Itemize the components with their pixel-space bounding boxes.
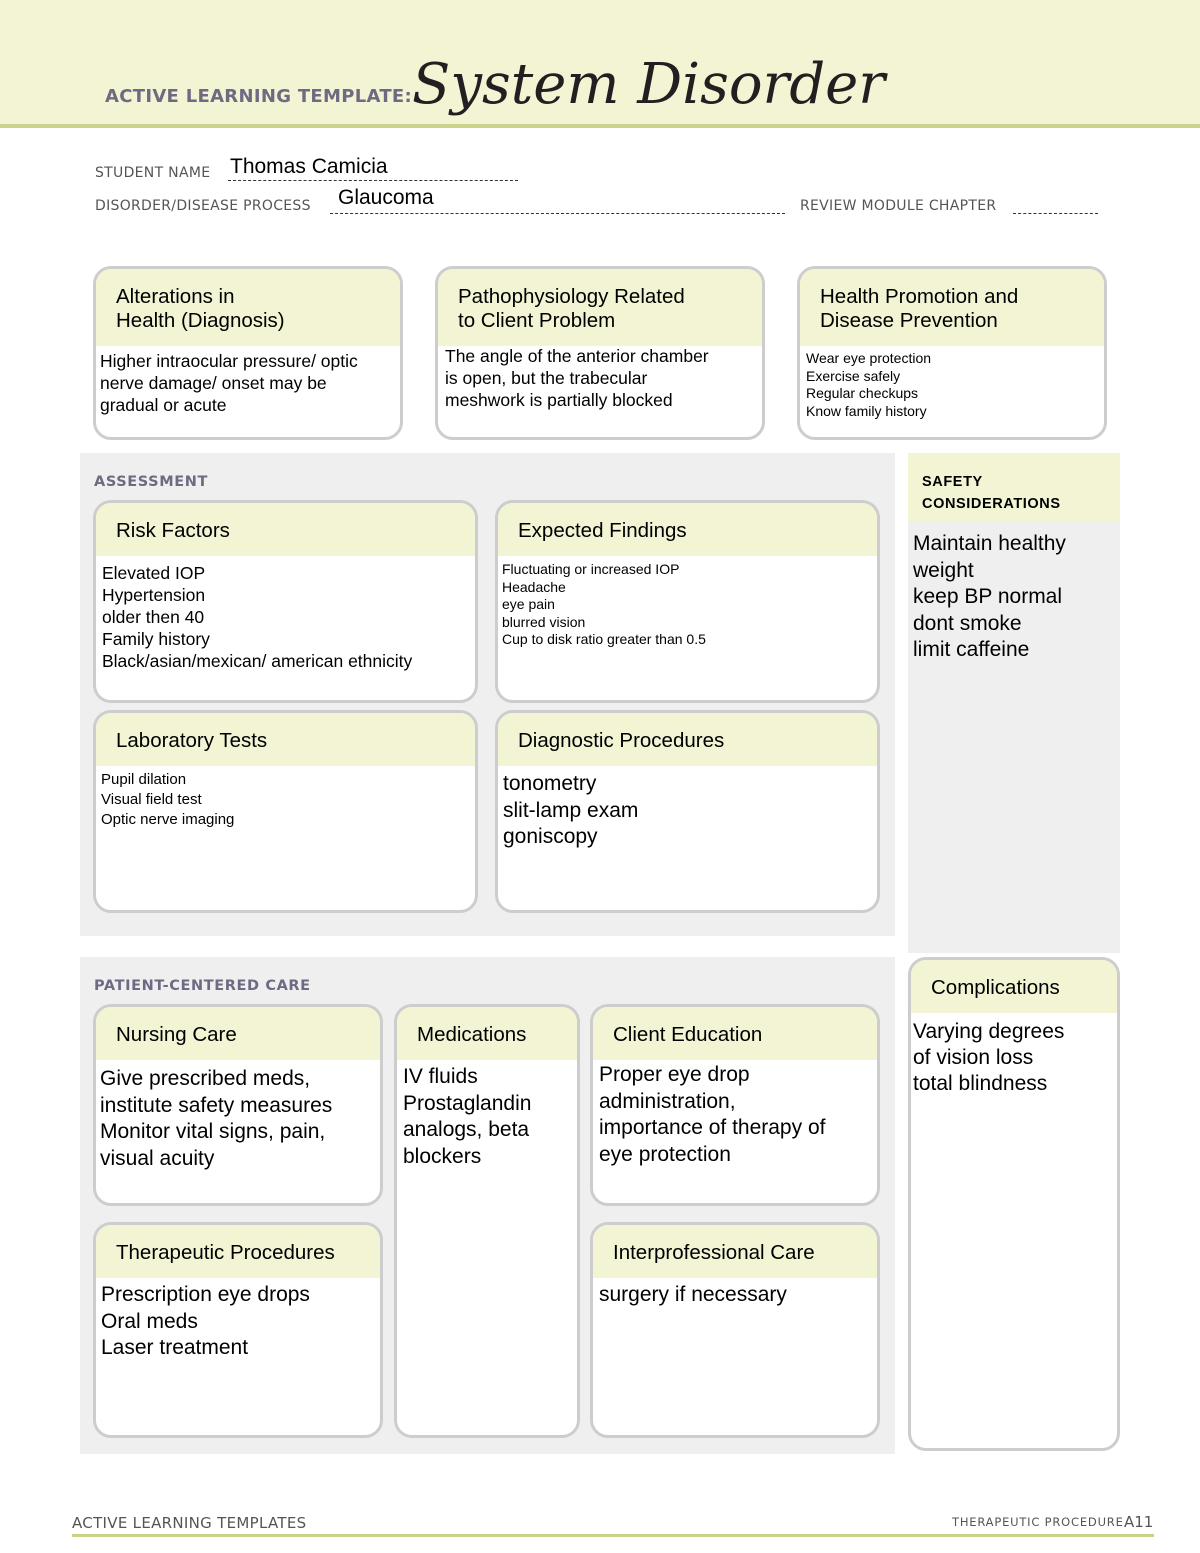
interprofessional-care-body[interactable]: surgery if necessary bbox=[599, 1283, 787, 1306]
laboratory-tests-body[interactable]: Pupil dilation Visual field test Optic nerve imaging bbox=[101, 771, 235, 828]
risk-factors-title: Risk Factors bbox=[96, 503, 475, 556]
risk-factors-body[interactable]: Elevated IOP Hypertension older then 40 Family history Black/asian/mexican/ american ethnicity bbox=[102, 563, 413, 671]
diagnostic-procedures-title: Diagnostic Procedures bbox=[498, 713, 877, 766]
disorder-field[interactable]: Glaucoma bbox=[338, 186, 434, 209]
nursing-care-box bbox=[93, 1004, 383, 1206]
client-education-box bbox=[590, 1004, 880, 1206]
safety-body[interactable]: Maintain healthy weight keep BP normal dont smoke limit caffeine bbox=[913, 532, 1066, 661]
review-module-underline bbox=[1013, 213, 1098, 214]
medications-title: Medications bbox=[397, 1007, 577, 1060]
safety-label: SAFETY CONSIDERATIONS bbox=[922, 474, 1061, 512]
interprofessional-care-box bbox=[590, 1222, 880, 1438]
medications-body[interactable]: IV fluids Prostaglandin analogs, beta blockers bbox=[403, 1065, 532, 1168]
complications-box bbox=[908, 957, 1120, 1451]
complications-body[interactable]: Varying degrees of vision loss total blindness bbox=[913, 1020, 1065, 1095]
alterations-box bbox=[93, 266, 403, 440]
footer-rule bbox=[72, 1534, 1154, 1537]
student-name-field[interactable]: Thomas Camicia bbox=[230, 155, 388, 178]
student-name-underline bbox=[228, 180, 518, 181]
patient-care-label: PATIENT-CENTERED CARE bbox=[94, 978, 311, 994]
alterations-title: Alterations in Health (Diagnosis) bbox=[96, 269, 400, 346]
template-title: System Disorder bbox=[412, 52, 886, 117]
pathophysiology-box bbox=[435, 266, 765, 440]
client-education-title: Client Education bbox=[593, 1007, 877, 1060]
footer-left-label: ACTIVE LEARNING TEMPLATES bbox=[72, 1514, 307, 1532]
risk-factors-box bbox=[93, 500, 478, 703]
footer-page-number: A11 bbox=[1124, 1513, 1154, 1531]
expected-findings-box bbox=[495, 500, 880, 703]
disorder-label: DISORDER/DISEASE PROCESS bbox=[95, 198, 311, 214]
disorder-underline bbox=[330, 213, 785, 214]
alterations-body[interactable]: Higher intraocular pressure/ optic nerve damage/ onset may be gradual or acute bbox=[100, 351, 358, 415]
student-name-label: STUDENT NAME bbox=[95, 165, 211, 181]
diagnostic-procedures-box bbox=[495, 710, 880, 913]
review-module-label: REVIEW MODULE CHAPTER bbox=[800, 198, 997, 214]
interprofessional-care-title: Interprofessional Care bbox=[593, 1225, 877, 1278]
complications-title: Complications bbox=[911, 960, 1117, 1013]
footer-right-label: THERAPEUTIC PROCEDURE bbox=[952, 1515, 1124, 1529]
health-promotion-box bbox=[797, 266, 1107, 440]
medications-box bbox=[394, 1004, 580, 1438]
diagnostic-procedures-body[interactable]: tonometry slit-lamp exam goniscopy bbox=[503, 772, 639, 848]
header-rule bbox=[0, 124, 1200, 128]
expected-findings-title: Expected Findings bbox=[498, 503, 877, 556]
nursing-care-body[interactable]: Give prescribed meds, institute safety measures Monitor vital signs, pain, visual acuity bbox=[100, 1067, 333, 1170]
laboratory-tests-title: Laboratory Tests bbox=[96, 713, 475, 766]
safety-panel bbox=[908, 453, 1120, 953]
pathophysiology-title: Pathophysiology Related to Client Problem bbox=[438, 269, 762, 346]
template-label: ACTIVE LEARNING TEMPLATE: bbox=[105, 86, 412, 107]
pathophysiology-body[interactable]: The angle of the anterior chamber is open, but the trabecular meshwork is partially blocked bbox=[445, 346, 709, 410]
laboratory-tests-box bbox=[93, 710, 478, 913]
therapeutic-procedures-box bbox=[93, 1222, 383, 1438]
client-education-body[interactable]: Proper eye drop administration, importance of therapy of eye protection bbox=[599, 1063, 826, 1166]
therapeutic-procedures-body[interactable]: Prescription eye drops Oral meds Laser treatment bbox=[101, 1283, 310, 1359]
expected-findings-body[interactable]: Fluctuating or increased IOP Headache eye pain blurred vision Cup to disk ratio greater than 0.5 bbox=[502, 561, 706, 647]
therapeutic-procedures-title: Therapeutic Procedures bbox=[96, 1225, 380, 1278]
assessment-label: ASSESSMENT bbox=[94, 474, 208, 490]
health-promotion-title: Health Promotion and Disease Prevention bbox=[800, 269, 1104, 346]
nursing-care-title: Nursing Care bbox=[96, 1007, 380, 1060]
health-promotion-body[interactable]: Wear eye protection Exercise safely Regular checkups Know family history bbox=[806, 350, 932, 419]
